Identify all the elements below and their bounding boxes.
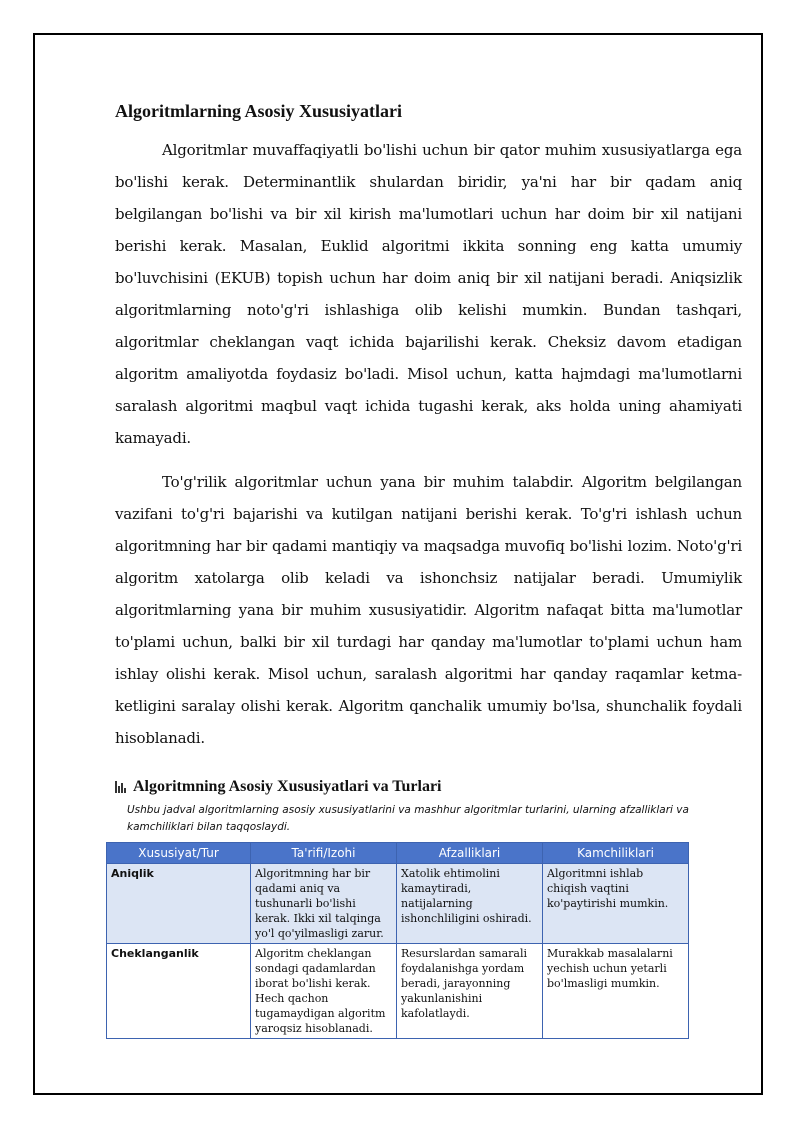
paragraph-2: To'g'rilik algoritmlar uchun yana bir muhim talabdir. Algoritm belgilangan vazifani to'g'ri bajarishi va kutilgan natijani berishi kerak. To'g'ri ishlash uchun algoritmning har bir qadami mantiqiy va maqsadga muvofiq bo'lishi lozim. Noto'g'ri algoritm xatolarga olib keladi va ishonchsiz natijalar beradi. Umumiylik algoritmlarning yana bir muhim xususiyatidir. Algoritm nafaqat bitta ma'lumotlar to'plami uchun, balki bir xil turdagi har qanday ma'lumotlar to'plami uchun ham ishlay olishi kerak. Misol uchun, saralash algoritmi har qanday raqamlar ketma-ketligini saralay olishi kerak. Algoritm qanchalik umumiy bo'lsa, shunchalik foydali hisoblanadi. [115, 473, 742, 747]
table-row [107, 864, 689, 944]
table-caption: Ushbu jadval algoritmlarning asosiy xususiyatlarini va mashhur algoritmlar turlarini, ularning afzalliklari va kamchiliklari bilan taqqoslaydi. [127, 804, 689, 833]
table-row [107, 944, 689, 1039]
table-heading [115, 778, 742, 796]
table-cell: Algoritm cheklangan sondagi qadamlardan iborat bo'lishi kerak. Hech qachon tugamaydigan algoritm yaroqsiz hisoblanadi. [251, 944, 397, 1039]
document-title: Algoritmlarning Asosiy Xususiyatlari [115, 101, 403, 121]
comparison-table [106, 842, 689, 1039]
table-cell: Xatolik ehtimolini kamaytiradi, natijalarning ishonchliligini oshiradi. [397, 864, 543, 944]
column-header: Ta'rifi/Izohi [251, 843, 397, 864]
table-cell: Resurslardan samarali foydalanishga yordam beradi, jarayonning yakunlanishini kafolatlaydi. [397, 944, 543, 1039]
table-cell: Murakkab masalalarni yechish uchun yetarli bo'lmasligi mumkin. [543, 944, 689, 1039]
document-body [111, 100, 742, 1039]
table-cell: Cheklanganlik [107, 944, 251, 1039]
column-header: Afzalliklari [397, 843, 543, 864]
column-header: Xususiyat/Tur [107, 843, 251, 864]
table-heading-text: Algoritmning Asosiy Xususiyatlari va Turlari [133, 778, 442, 795]
column-header: Kamchiliklari [543, 843, 689, 864]
table-cell: Algoritmni ishlab chiqish vaqtini ko'paytirishi mumkin. [543, 864, 689, 944]
table-header-row [107, 843, 689, 864]
table-cell: Aniqlik [107, 864, 251, 944]
paragraph-1: Algoritmlar muvaffaqiyatli bo'lishi uchun bir qator muhim xususiyatlarga ega bo'lishi kerak. Determinantlik shulardan biridir, ya'ni har bir qadam aniq belgilangan bo'lishi va bir xil kirish ma'lumotlari uchun har doim bir xil natijani berishi kerak. Masalan, Euklid algoritmi ikkita sonning eng katta umumiy bo'luvchisini (EKUB) topish uchun har doim aniq bir xil natijani beradi. Aniqsizlik algoritmlarning noto'g'ri ishlashiga olib kelishi mumkin. Bundan tashqari, algoritmlar cheklangan vaqt ichida bajarilishi kerak. Cheksiz davom etadigan algoritm amaliyotda foydasiz bo'ladi. Misol uchun, katta hajmdagi ma'lumotlarni saralash algoritmi maqbul vaqt ichida tugashi kerak, aks holda uning ahamiyati kamayadi. [115, 141, 742, 447]
bar-chart-icon [115, 781, 127, 793]
table-cell: Algoritmning har bir qadami aniq va tushunarli bo'lishi kerak. Ikki xil talqinga yo'l qo'yilmasligi zarur. [251, 864, 397, 944]
